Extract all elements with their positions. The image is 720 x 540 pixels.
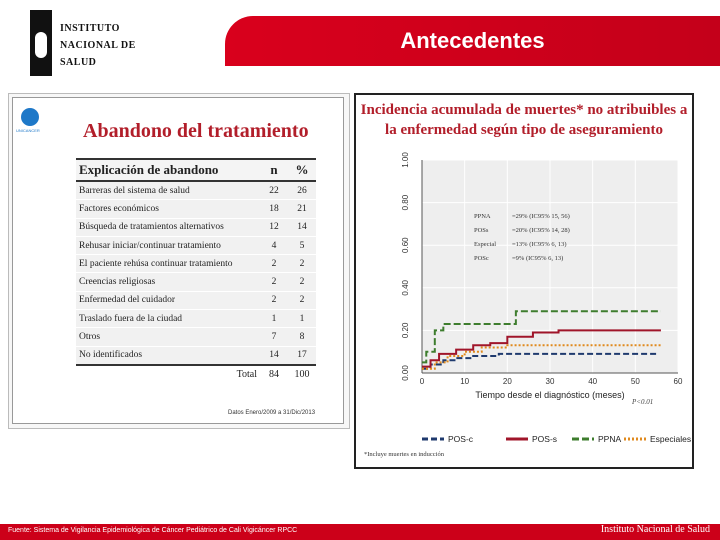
x-tick-label: 30 — [545, 377, 555, 386]
y-tick-label: 0.60 — [401, 237, 410, 253]
y-tick-label: 0.80 — [401, 194, 410, 211]
chart-title-line-1: Incidencia acumulada de muertes* no atribuibles a — [360, 102, 688, 118]
header-n: n — [260, 159, 288, 181]
total-label: Total — [76, 365, 260, 384]
logo-line-2: NACIONAL DE — [60, 40, 136, 51]
cell-pct: 5 — [288, 236, 316, 254]
cell-pct: 2 — [288, 291, 316, 309]
table-header-row — [76, 159, 316, 181]
header-pct: % — [288, 159, 316, 181]
cell-n: 22 — [260, 181, 288, 200]
annotation-value: =29% (IC95% 15, 56) — [512, 213, 570, 220]
p-value-label: P<0.01 — [632, 398, 654, 406]
x-tick-label: 20 — [502, 377, 512, 386]
ins-logo-text — [60, 20, 136, 71]
abandonment-heading: Abandono del tratamiento — [83, 120, 309, 142]
cell-pct: 26 — [288, 181, 316, 200]
annotation-value: =9% (IC95% 6, 13) — [512, 255, 564, 262]
data-period-note: Datos Enero/2009 a 31/Dic/2013 — [228, 410, 316, 416]
chart-title-line-2: la enfermedad según tipo de aseguramiento — [385, 122, 663, 138]
cell-n: 12 — [260, 218, 288, 236]
ins-logo — [30, 10, 140, 80]
y-tick-label: 0.40 — [401, 280, 410, 296]
y-tick-label: 1.00 — [401, 152, 410, 168]
legend-label: Especiales — [650, 434, 692, 444]
cell-n: 18 — [260, 200, 288, 218]
table-row — [76, 200, 316, 218]
abandonment-panel-inner — [12, 97, 344, 424]
cell-reason: Factores económicos — [76, 200, 260, 218]
cell-n: 2 — [260, 291, 288, 309]
abandonment-panel — [8, 93, 350, 429]
legend-label: POS-c — [448, 434, 474, 444]
table-row — [76, 346, 316, 365]
x-tick-label: 0 — [419, 377, 425, 386]
y-tick-label: 0.00 — [401, 365, 410, 381]
cell-pct: 21 — [288, 200, 316, 218]
cell-reason: Creencias religiosas — [76, 273, 260, 291]
cell-pct: 2 — [288, 255, 316, 273]
logo-line-1: INSTITUTO — [60, 23, 120, 34]
chart-footnote: *Incluye muertes en inducción — [364, 451, 444, 458]
table-row — [76, 273, 316, 291]
cell-reason: Traslado fuera de la ciudad — [76, 310, 260, 328]
annotation-label: POSs — [474, 227, 489, 234]
cell-n: 1 — [260, 310, 288, 328]
cell-reason: Enfermedad del cuidador — [76, 291, 260, 309]
table-row — [76, 328, 316, 346]
annotation-label: PPNA — [474, 213, 491, 220]
cell-pct: 17 — [288, 346, 316, 365]
total-pct: 100 — [288, 365, 316, 384]
x-tick-label: 40 — [588, 377, 598, 386]
table-row — [76, 181, 316, 200]
incidence-chart-panel — [354, 93, 694, 469]
annotation-value: =20% (IC95% 14, 28) — [512, 227, 570, 234]
ins-logo-mark — [30, 10, 52, 76]
cell-reason: Otros — [76, 328, 260, 346]
total-n: 84 — [260, 365, 288, 384]
legend-label: PPNA — [598, 434, 622, 444]
logo-line-3: SALUD — [60, 57, 97, 68]
table-row — [76, 218, 316, 236]
cell-pct: 14 — [288, 218, 316, 236]
unicancer-logo-icon — [21, 108, 39, 126]
table-row — [76, 310, 316, 328]
cell-pct: 8 — [288, 328, 316, 346]
cell-n: 2 — [260, 273, 288, 291]
table-total-row — [76, 365, 316, 384]
table-row — [76, 255, 316, 273]
cell-pct: 1 — [288, 310, 316, 328]
cell-reason: No identificados — [76, 346, 260, 365]
x-tick-label: 60 — [673, 377, 683, 386]
x-tick-label: 10 — [460, 377, 470, 386]
table-row — [76, 291, 316, 309]
legend-label: POS-s — [532, 434, 558, 444]
footer-bar — [0, 524, 720, 540]
x-tick-label: 50 — [630, 377, 640, 386]
unicancer-logo-text: UNICANCER — [16, 128, 40, 133]
title-bar — [225, 16, 720, 66]
annotation-label: Especial — [474, 241, 497, 248]
cell-reason: Búsqueda de tratamientos alternativos — [76, 218, 260, 236]
cell-reason: Barreras del sistema de salud — [76, 181, 260, 200]
cell-reason: Rehusar iniciar/continuar tratamiento — [76, 236, 260, 254]
slide-title: Antecedentes — [400, 28, 545, 53]
cell-pct: 2 — [288, 273, 316, 291]
abandonment-table — [76, 158, 316, 384]
incidence-chart — [356, 95, 692, 467]
table-row — [76, 236, 316, 254]
cell-n: 2 — [260, 255, 288, 273]
y-tick-label: 0.20 — [401, 322, 410, 339]
cell-n: 4 — [260, 236, 288, 254]
footer-source: Fuente: Sistema de Vigilancia Epidemiológica de Cáncer Pediátrico de Cali Vigicáncer RPCC — [8, 527, 298, 534]
cell-reason: El paciente rehúsa continuar tratamiento — [76, 255, 260, 273]
annotation-value: =13% (IC95% 6, 13) — [512, 241, 567, 248]
footer-institution: Instituto Nacional de Salud — [600, 524, 710, 535]
cell-n: 14 — [260, 346, 288, 365]
x-axis-label: Tiempo desde el diagnóstico (meses) — [475, 390, 625, 400]
cell-n: 7 — [260, 328, 288, 346]
header-reason: Explicación de abandono — [76, 159, 260, 181]
annotation-label: POSc — [474, 255, 489, 262]
